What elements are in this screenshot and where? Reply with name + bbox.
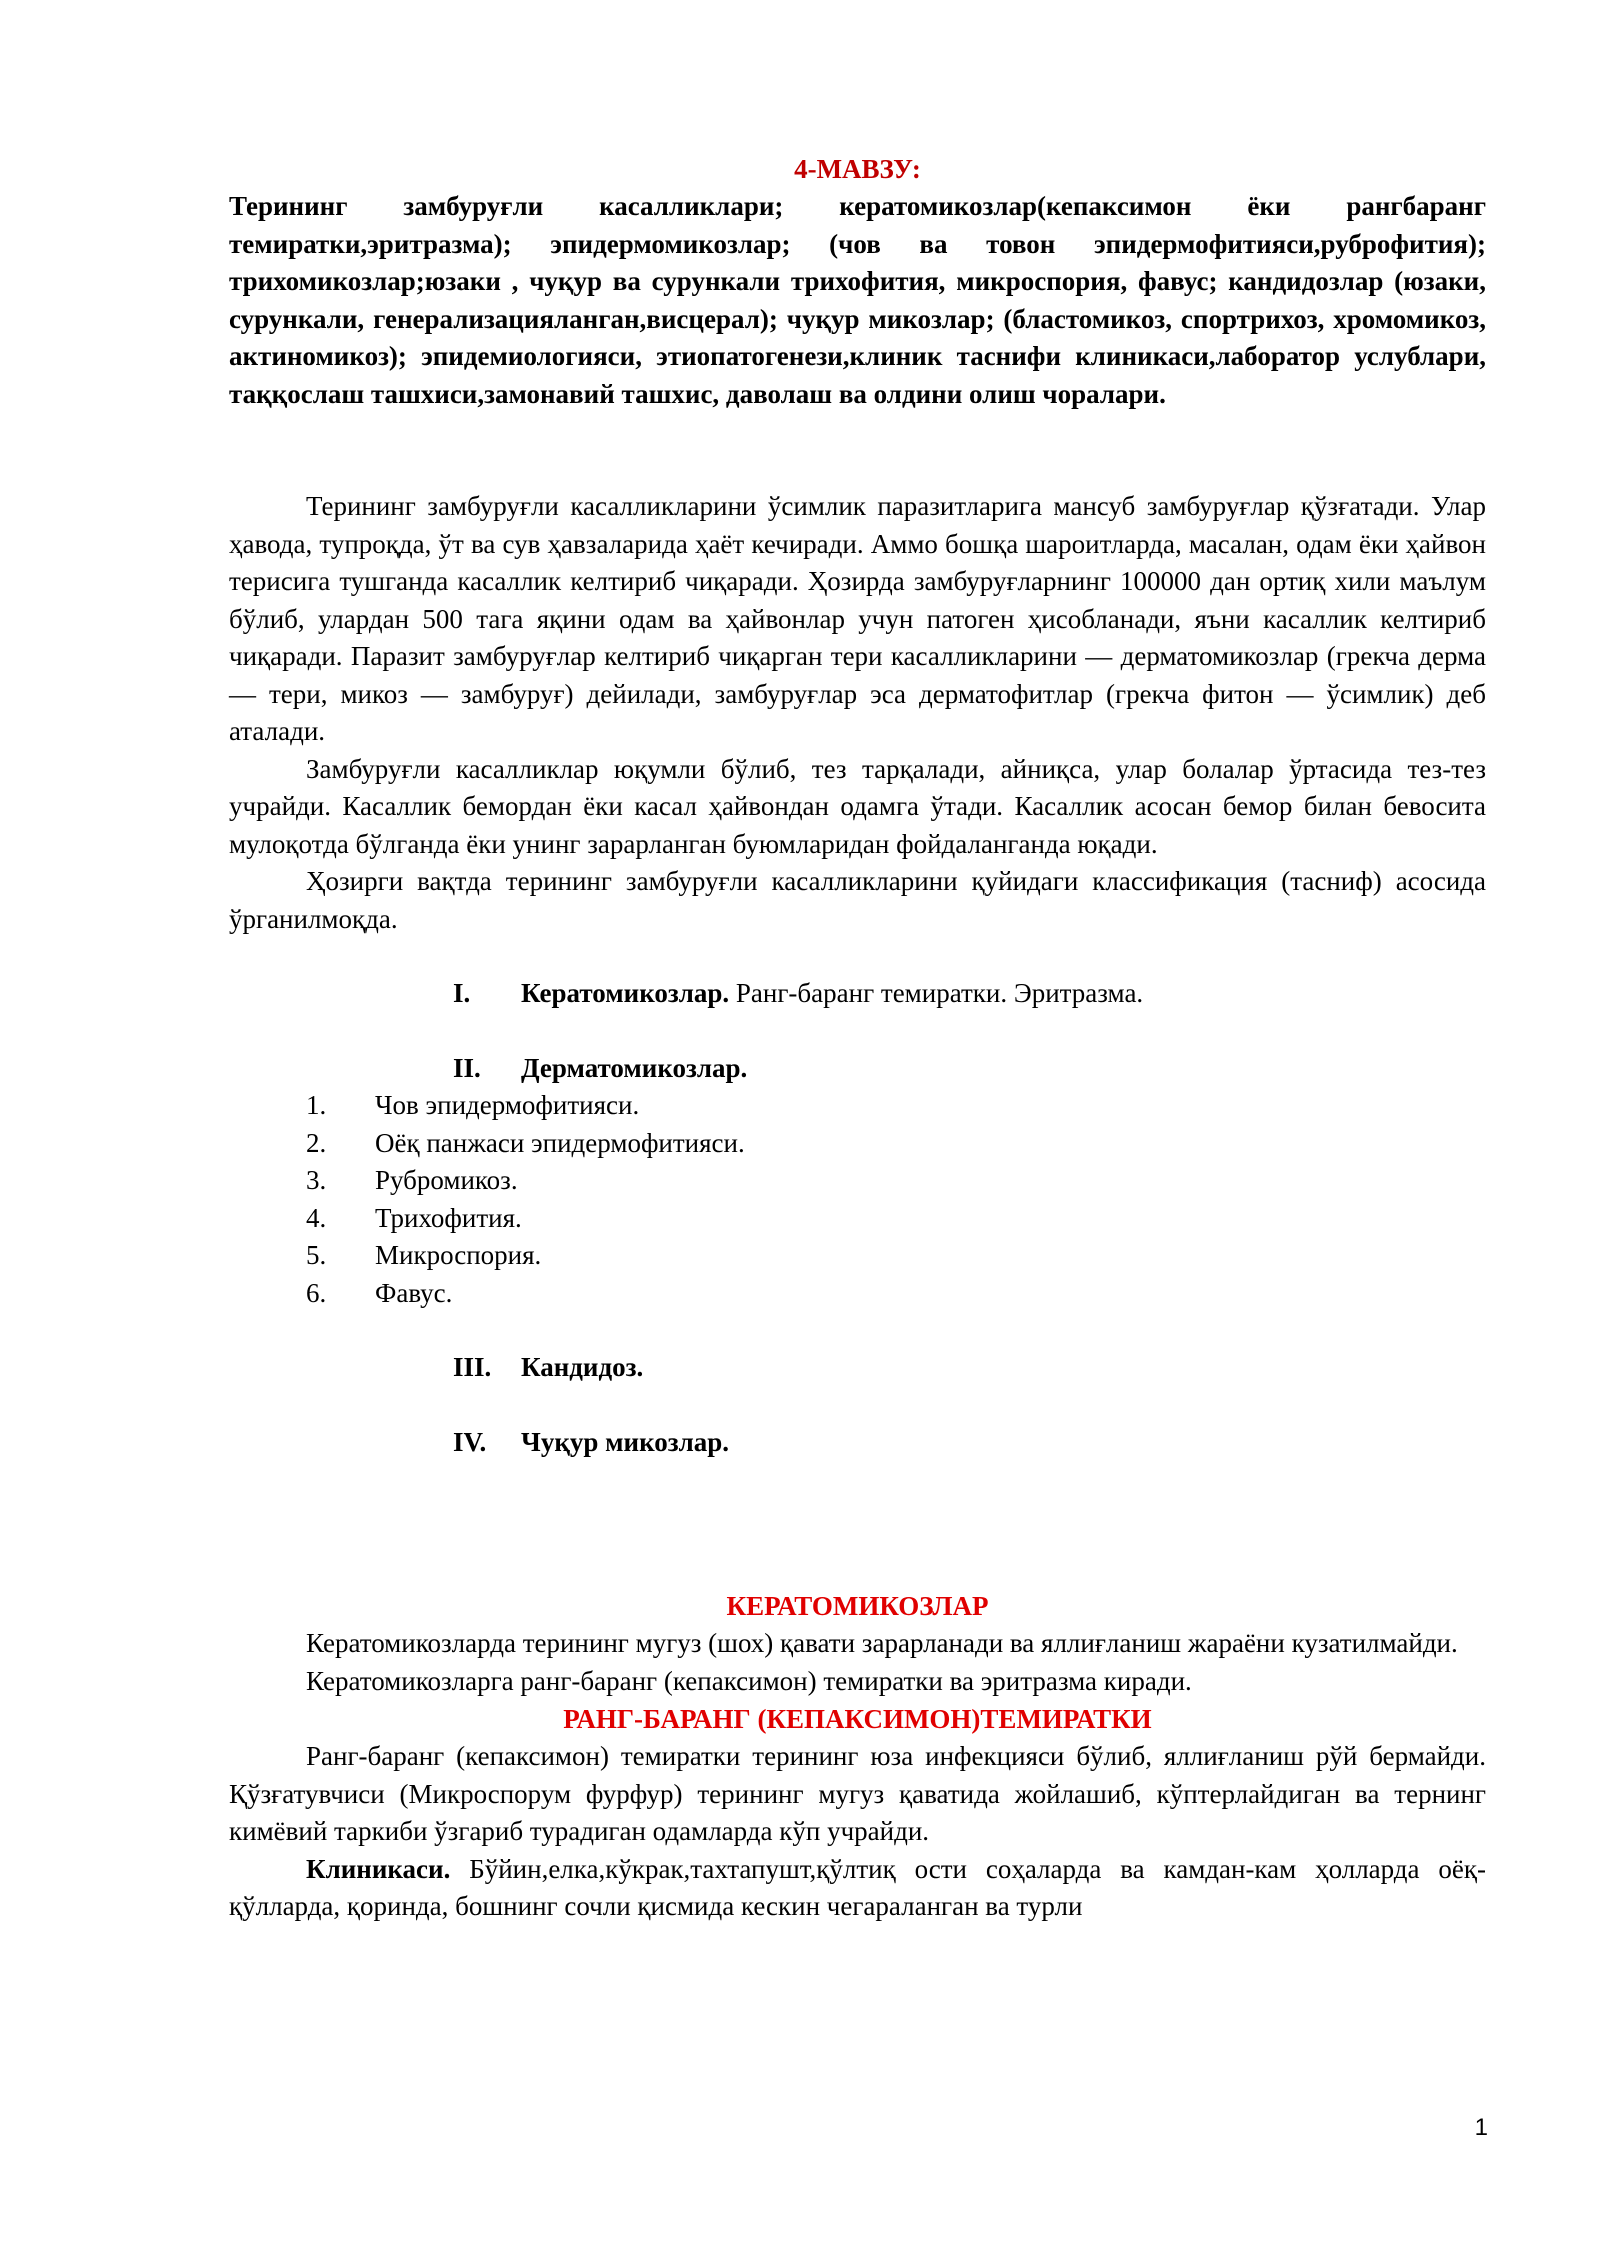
clinic-text: Бўйин,елка,кўкрак,тахтапушт,қўлтиқ ости соҳаларда ва камдан-кам ҳолларда оёқ-қўлларда, қоринда, бошнинг сочли қисмида кескин чегараланган ва турли [229,1853,1486,1921]
list-number: 6. [306,1277,327,1308]
class-name: Дерматомикозлар. [521,1052,748,1083]
section-paragraph: Ранг-баранг (кепаксимон) темиратки терининг юза инфекцияси бўлиб, яллиғланиш рўй бермайди. Қўзғатувчиси (Микроспорум фурфур) терининг мугуз қаватида жойлашиб, кўптерлайдиган ва тернинг кимёвий таркиби ўзгариб турадиган одамларда кўп учрайди. [229,1741,1486,1846]
list-text: Микроспория. [375,1240,542,1270]
list-number: 3. [306,1165,327,1195]
topic-title: Терининг замбуруғли касалликлари; кератомикозлар(кепаксимон ёки рангбаранг темиратки,эритразма); эпидермомикозлар; (чов ва товон эпидермофитияси,руброфития); трихомикозлар;юзаки , чуқур ва сурункали трихофития, микроспория, фавус; кандидозлар (юзаки, сурункали, генерализацияланган,висцерал); чуқур микозлар; (бластомикоз, спортрихоз, хромомикоз, актиномикоз); эпидемиологияси, этиопатогенези,клиник таснифи клиникаси,лаборатор услублари, таққослаш ташхиси,замонавий ташхис, даволаш ва олдини олиш чоралари. [229,191,1486,409]
roman-numeral: IV. [453,1426,487,1457]
intro-paragraph: Терининг замбуруғли касалликларини ўсимлик паразитларига мансуб замбуруғлар қўзғатади. Улар ҳавода, тупроқда, ўт ва сув ҳавзаларида ҳаёт кечиради. Аммо бошқа шароитларда, масалан, одам ёки ҳайвон терисига тушганда касаллик келтириб чиқаради. Ҳозирда замбуруғларнинг 100000 дан ортиқ хили маълум бўлиб, улардан 500 тага яқини одам ва ҳайвонлар учун патоген ҳисобланади, яъни касаллик келтириб чиқаради. Паразит замбуруғлар келтириб чиқарган тери касалликларини — дерматомикозлар (грекча дерма — тери, микоз — замбуруғ) дейилади, замбуруғлар эса дерматофитлар (грекча фитон — ўсимлик) деб аталади. [229,491,1486,746]
list-number: 2. [306,1127,327,1158]
clinic-paragraph [229,1851,1486,1926]
list-text: Фавус. [375,1277,453,1308]
topic-heading: 4-МАВЗУ: [794,154,921,184]
section-heading-pityriasis: РАНГ-БАРАНГ (КЕПАКСИМОН)ТЕМИРАТКИ [563,1704,1152,1734]
list-item [229,1125,1486,1163]
list-item [229,1275,1486,1313]
roman-numeral: I. [453,978,471,1008]
page-number: 1 [1474,2114,1488,2141]
document-page [229,150,1486,1926]
class-name: Чуқур микозлар. [521,1426,730,1457]
class-desc: Ранг-баранг темиратки. Эритразма. [729,978,1144,1008]
list-text: Рубромикоз. [375,1165,518,1195]
list-text: Трихофития. [375,1202,522,1233]
class-item-i [229,975,1486,1013]
list-item [229,1087,1486,1125]
clinic-label: Клиникаси. [306,1853,451,1884]
list-number: 4. [306,1202,327,1233]
section-paragraph: Кератомикозларда терининг мугуз (шох) қавати зарарланади ва яллиғланиш жараёни кузатилмайди. [306,1628,1458,1658]
list-text: Чов эпидермофитияси. [375,1090,640,1120]
intro-paragraph: Замбуруғли касалликлар юқумли бўлиб, тез тарқалади, айниқса, улар болалар ўртасида тез-тез учрайди. Касаллик бемордан ёки касал ҳайвондан одамга ўтади. Касаллик асосан бемор билан бевосита мулоқотда бўлганда ёки унинг зарарланган буюмларидан фойдаланганда юқади. [229,753,1486,859]
list-item [229,1200,1486,1238]
class-name: Кератомикозлар. [521,978,730,1008]
list-number: 5. [306,1240,327,1270]
class-item-iii [229,1349,1486,1387]
section-paragraph: Кератомикозларга ранг-баранг (кепаксимон) темиратки ва эритразма киради. [306,1665,1192,1696]
list-number: 1. [306,1090,327,1120]
list-item [229,1162,1486,1200]
class-name: Кандидоз. [521,1352,644,1382]
class-item-ii [229,1050,1486,1088]
section-heading-keratomycoses: КЕРАТОМИКОЗЛАР [726,1591,989,1621]
intro-paragraph: Ҳозирги вақтда терининг замбуруғли касалликларини қуйидаги классификация (тасниф) асосида ўрганилмоқда. [229,866,1486,934]
list-item [229,1237,1486,1275]
roman-numeral: II. [453,1052,481,1083]
roman-numeral: III. [453,1352,492,1382]
list-text: Оёқ панжаси эпидермофитияси. [375,1127,745,1158]
class-item-iv [229,1424,1486,1462]
